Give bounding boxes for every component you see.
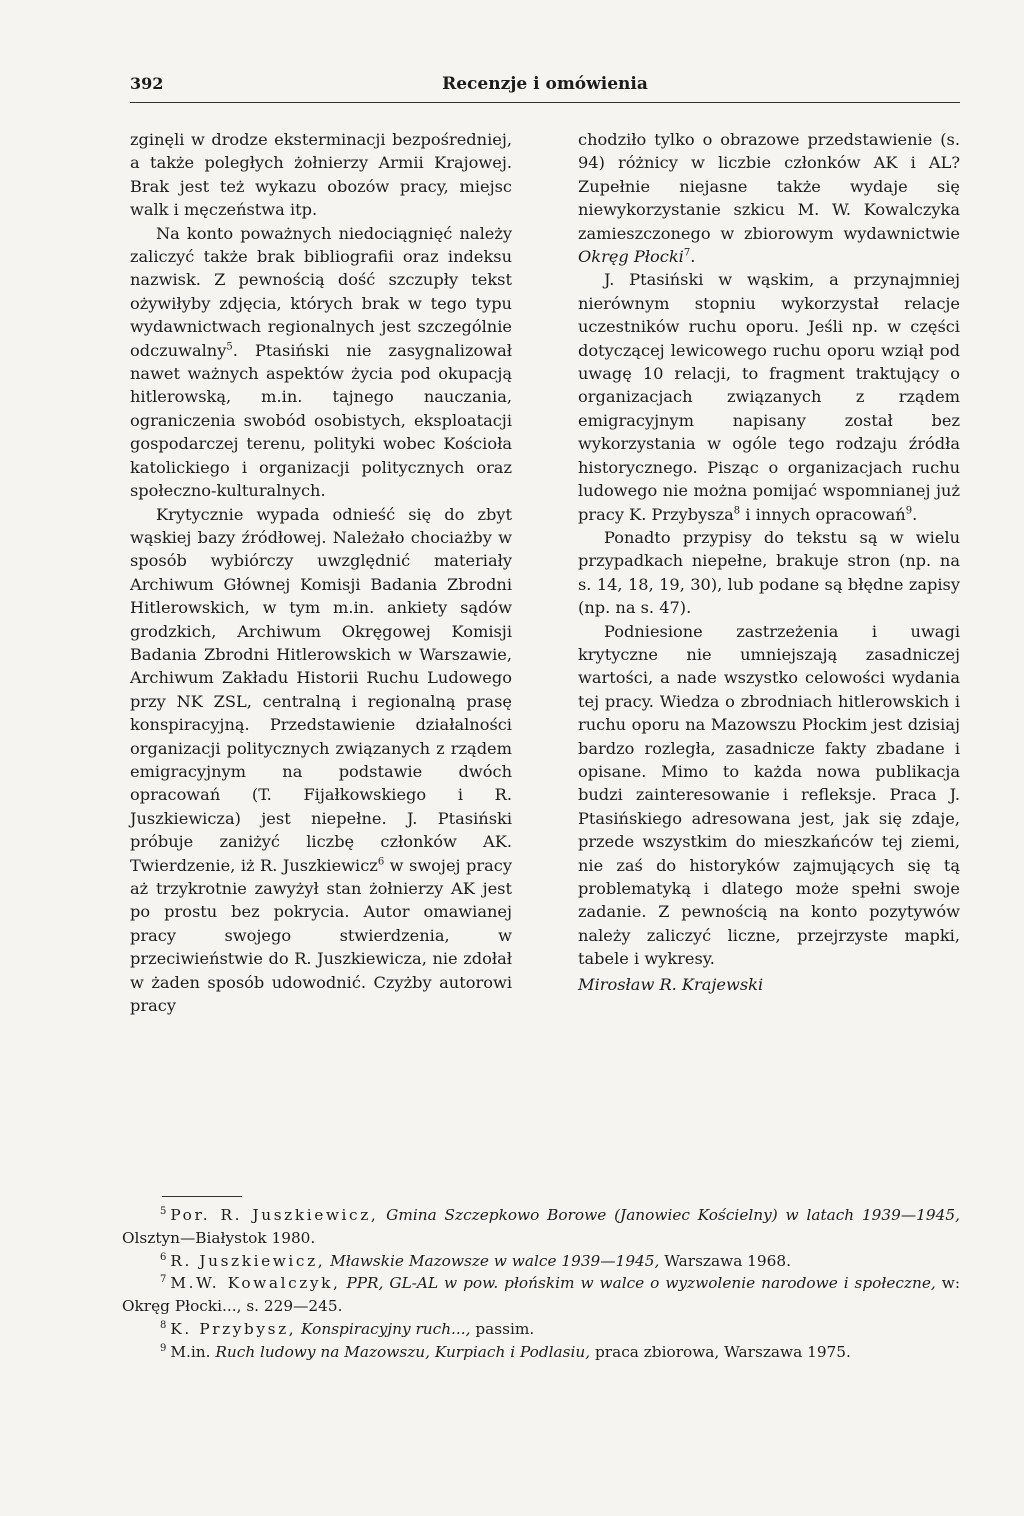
footnote: $^8$ K. Przybysz, Konspiracyjny ruch..., passim. <box>160 1319 535 1338</box>
footnotes <box>122 1204 960 1364</box>
footnote-ref: 6 <box>377 856 385 868</box>
paragraph: Podniesione zastrzeżenia i uwagi krytyczne nie umniejszają zasadniczej wartości, a nade wszystko celowości wydania tej pracy. Wiedza o zbrodniach hitlerowskich i ruchu oporu na Mazowszu Płockim jest dzisiaj bardzo rozległa, zasadnicze fakty zbadane i opisane. Mimo to każda nowa publikacja budzi zainteresowanie i refleksje. Praca J. Ptasińskiego adresowana jest, jak się zdaje, przede wszystkim do mieszkańców tej ziemi, nie zaś do historyków zajmujących się tą problematyką i dlatego może spełni swoje zadanie. Z pewnością na konto pozytywów należy zaliczyć liczne, przejrzyste mapki, tabele i wykresy. <box>578 621 960 969</box>
left-column <box>130 128 512 1017</box>
page-number: 392 <box>130 74 164 93</box>
footnote-ref: 9 <box>905 505 913 517</box>
footnote: $^5$ Por. R. Juszkiewicz, Gmina Szczepkowo Borowe (Janowiec Kościelny) w latach 1939—1945, Olsztyn—Białystok 1980. <box>122 1205 960 1247</box>
paragraph: chodziło tylko o obrazowe przedstawienie (s. 94) różnicy w liczbie członków AK i AL? Zupełnie niejasne także wydaje się niewykorzystanie szkicu M. W. Kowalczyka zamieszczonego w zbiorowym wydawnictwie Okręg Płocki$^7$. <box>578 130 960 267</box>
footnote: $^6$ R. Juszkiewicz, Mławskie Mazowsze w walce 1939—1945, Warszawa 1968. <box>160 1251 791 1270</box>
footnote-divider <box>162 1196 242 1197</box>
footnote-ref: 5 <box>226 341 233 353</box>
paragraph: zginęli w drodze eksterminacji bezpośredniej, a także poległych żołnierzy Armii Krajowej. Brak jest też wykazu obozów pracy, miejsc walk i męczeństwa itp. <box>130 130 512 220</box>
footnote-ref: 8 <box>733 505 741 517</box>
paragraph: Krytycznie wypada odnieść się do zbyt wąskiej bazy źródłowej. Należało chociażby w sposób wybiórczy uwzględnić materiały Archiwum Głównej Komisji Badania Zbrodni Hitlerowskich, w tym m.in. ankiety sądów grodzkich, Archiwum Okręgowej Komisji Badania Zbrodni Hitlerowskich w Warszawie, Archiwum Zakładu Historii Ruchu Ludowego przy NK ZSL, centralną i regionalną prasę konspiracyjną. Przedstawienie działalności organizacji politycznych związanych z rządem emigracyjnym na podstawie dwóch opracowań (T. Fijałkowskiego i R. Juszkiewicza) jest niepełne. J. Ptasiński próbuje zaniżyć liczbę członków AK. Twierdzenie, iż R. Juszkiewicz$^6$ w swojej pracy aż trzykrotnie zawyżył stan żołnierzy AK jest po prostu bez pokrycia. Autor omawianej pracy swojego stwierdzenia, w przeciwieństwie do R. Juszkiewicza, nie zdołał w żaden sposób udowodnić. Czyżby autorowi pracy <box>130 504 512 1016</box>
paragraph: Na konto poważnych niedociągnięć należy zaliczyć także brak bibliografii oraz indeksu nazwisk. Z pewnością dość szczupły tekst ożywiłyby zdjęcia, których brak w tego typu wydawnictwach regionalnych jest szczególnie odczuwalny$^5$. Ptasiński nie zasygnalizował nawet ważnych aspektów życia pod okupacją hitlerowską, m.in. tajnego nauczania, ograniczenia swobód osobistych, eksploatacji gospodarczej terenu, polityki wobec Kościoła katolickiego i organizacji politycznych oraz społeczno-kulturalnych. <box>130 223 512 501</box>
footnote: $^9$ M.in. Ruch ludowy na Mazowszu, Kurpiach i Podlasiu, praca zbiorowa, Warszawa 1975. <box>160 1342 851 1361</box>
paragraph: Ponadto przypisy do tekstu są w wielu przypadkach niepełne, brakuje stron (np. na s. 14, 18, 19, 30), lub podane są błędne zapisy (np. na s. 47). <box>578 527 960 618</box>
author-signature: Mirosław R. Krajewski <box>578 974 764 994</box>
footnote: $^7$ M.W. Kowalczyk, PPR, GL-AL w pow. płońskim w walce o wyzwolenie narodowe i społeczne, w: Okręg Płocki..., s. 229—245. <box>122 1274 960 1316</box>
running-title: Recenzje i omówienia <box>442 74 648 94</box>
page-header <box>130 72 960 103</box>
paragraph: J. Ptasiński w wąskim, a przynajmniej nierównym stopniu wykorzystał relacje uczestników ruchu oporu. Jeśli np. w części dotyczącej lewicowego ruchu oporu wziął pod uwagę 10 relacji, to fragment traktujący o organizacjach związanych z rządem emigracyjnym napisany został bez wykorzystania w ogóle tego rodzaju źródła historycznego. Pisząc o organizacjach ruchu ludowego nie można pomijać wspomnianej już pracy K. Przybysza$^8$ i innych opracowań$^9$. <box>578 270 960 524</box>
footnote-ref: 7 <box>683 247 691 259</box>
right-column <box>578 128 960 996</box>
